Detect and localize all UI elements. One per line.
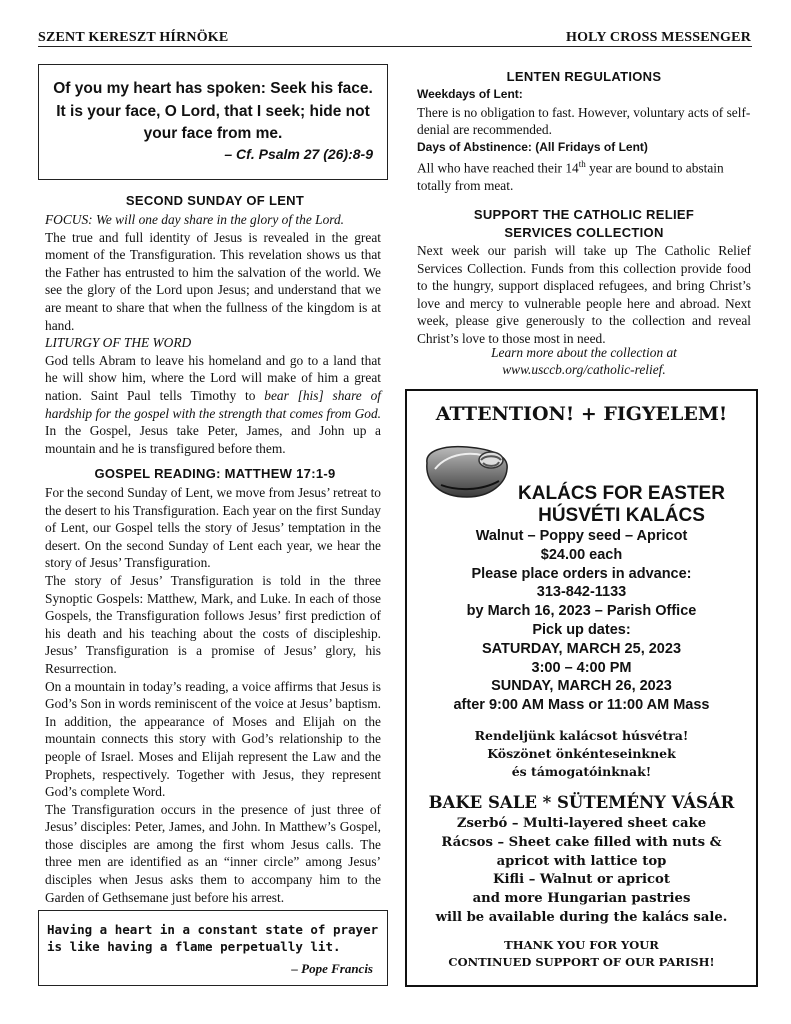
relief-learn-1: Learn more about the collection at [491,345,677,360]
gospel-paragraph-1: For the second Sunday of Lent, we move from Jesus’ retreat to the desert to his Transfiguration. Each year on the first Sunday of Lent, our Gospel tells the story of Jesus’ temptation in the desert. On the second Sunday of Lent each year, we hear the story of Jesus’ Transfiguration. [45,485,381,571]
lenten-heading: LENTEN REGULATIONS [506,69,662,84]
weekdays-label: Weekdays of Lent: [417,87,523,101]
kalacs-details [407,527,756,715]
kalacs-order-note: Please place orders in advance: [471,565,692,582]
liturgy-label: LITURGY OF THE WORD [45,335,192,351]
kalacs-title-en: KALÁCS FOR EASTER [518,483,725,504]
gospel-paragraph-4: The Transfiguration occurs in the presence of just three of Jesus’ disciples: Peter, James, and John. In Matthew’s Gospel, those disciples are among the first whom Jesus calls. The three men are identified as an “inner circle” among Jesus’ disciples when Jesus asks them to accompany him to the Garden of Gethsemane just before his arrest. [45,801,381,905]
gospel-heading: GOSPEL READING: MATTHEW 17:1-9 [94,466,336,481]
attention-heading: ATTENTION! + FIGYELEM! [435,403,728,425]
bake-line-4: Kifli – Walnut or apricot [493,872,670,888]
kalacs-saturday: SATURDAY, MARCH 25, 2023 [481,640,682,657]
liturgy-paragraph: God tells Abram to leave his homeland and go to a land that he will show him, where the Lord will make of him a great nation. Saint Paul tells Timothy to bear [his] share of hardship for the gospel with the strength that comes from God. In the Gospel, Jesus take Peter, James, and John up a mountain and he is transfigured before them. [45,352,381,456]
kalacs-deadline: by March 16, 2023 – Parish Office [466,603,697,620]
second-sunday-heading: SECOND SUNDAY OF LENT [125,193,305,208]
relief-heading-2: SERVICES COLLECTION [504,225,664,240]
pope-quote-box [38,910,388,986]
kalacs-sunday: SUNDAY, MARCH 26, 2023 [491,678,672,695]
bake-line-3: apricot with lattice top [496,853,667,869]
gospel-paragraph-3: On a mountain in today’s reading, a voice affirms that Jesus is God’s Son in words reminiscent of the voice at Jesus’ baptism. In addition, the appearance of Moses and Elijah on the mountain connects this story with God’s relationship to the people of Israel. Moses and Elijah represent the Law and the Prophets, respectively. Together with Jesus, they represent God’s complete Word. [45,678,381,800]
pope-quote-citation: – Pope Francis [291,961,373,976]
bake-sale-title: BAKE SALE * SÜTEMÉNY VÁSÁR [428,793,735,812]
pope-quote-text: Having a heart in a constant state of prayer is like having a flame perpetually lit. [47,922,379,954]
kalacs-title-hu: HÚSVÉTI KALÁCS [538,505,705,526]
hungarian-line-3: és támogatóinknak! [511,764,652,779]
gospel-body [45,484,381,906]
hungarian-thanks [407,727,756,781]
kalacs-sunday-time: after 9:00 AM Mass or 11:00 AM Mass [453,697,710,714]
bake-line-1: Zserbó – Multi-layered sheet cake [456,816,707,831]
psalm-quote-box [38,64,388,180]
gospel-paragraph-2: The story of Jesus’ Transfiguration is told in the three Synoptic Gospels: Matthew, Mark, and Luke. In each of those Gospels, the Transfiguration follows Jesus’ first prediction of his death and his teaching about the costs of discipleship. Jesus’ Transfiguration is a promise of Jesus’ glory, his Resurrection. [45,572,381,676]
thank-you-line-1: THANK YOU FOR YOUR [504,938,659,952]
bake-line-2: Rácsos – Sheet cake filled with nuts & [441,834,722,850]
bake-sale-list [407,815,756,928]
focus-text: FOCUS: We will one day share in the glory of the Lord. [45,212,345,227]
abstinence-text: All who have reached their 14th year are bound to abstain totally from meat. [417,159,724,194]
header-left: SZENT KERESZT HÍRNÖKE [38,30,229,45]
bake-line-6: will be available during the kalács sale. [435,909,728,925]
kalacs-saturday-time: 3:00 – 4:00 PM [531,659,632,676]
hungarian-line-1: Rendeljünk kalácsot húsvétra! [474,728,689,743]
relief-text: Next week our parish will take up The Catholic Relief Services Collection. Funds from this collection provide food to the hungry, support displaced refugees, and bring Christ’s love and mercy to vulnerable people here and abroad. Next week, please give generously to the collection and reveal Christ’s love to those most in need. [417,243,751,346]
second-sunday-paragraph: The true and full identity of Jesus is revealed in the great moment of the Transfiguration. This revelation shows us that the Father has entrusted to him the salvation of the world. We see the glory of the Lord upon Jesus; and understand that we are meant to share that when the fullness of the kingdom is at hand. [45,229,381,333]
thank-you-note [407,937,756,971]
bake-line-5: and more Hungarian pastries [472,891,691,907]
weekdays-text: There is no obligation to fast. However, voluntary acts of self-denial are recommended. [417,104,751,138]
kalacs-box [405,389,758,987]
psalm-quote-citation: – Cf. Psalm 27 (26):8-9 [224,146,373,162]
psalm-quote-text: Of you my heart has spoken: Seek his face. It is your face, O Lord, that I seek; hide not your face from me. [53,80,373,142]
kalacs-phone: 313-842-1133 [536,584,627,601]
kalacs-flavors: Walnut – Poppy seed – Apricot [475,528,688,544]
thank-you-line-2: CONTINUED SUPPORT OF OUR PARISH! [448,955,715,969]
lenten-body [417,86,751,195]
hungarian-line-2: Köszönet önkénteseinknek [487,746,676,761]
header-right: HOLY CROSS MESSENGER [565,30,751,45]
second-sunday-body [45,211,381,457]
relief-heading-1: SUPPORT THE CATHOLIC RELIEF [473,207,695,222]
relief-link[interactable]: www.usccb.org/catholic-relief. [502,362,666,377]
kalacs-pickup-label: Pick up dates: [532,621,631,638]
header-rule [38,46,752,47]
kalacs-price: $24.00 each [540,546,623,563]
abstinence-label: Days of Abstinence: (All Fridays of Lent) [417,139,648,154]
